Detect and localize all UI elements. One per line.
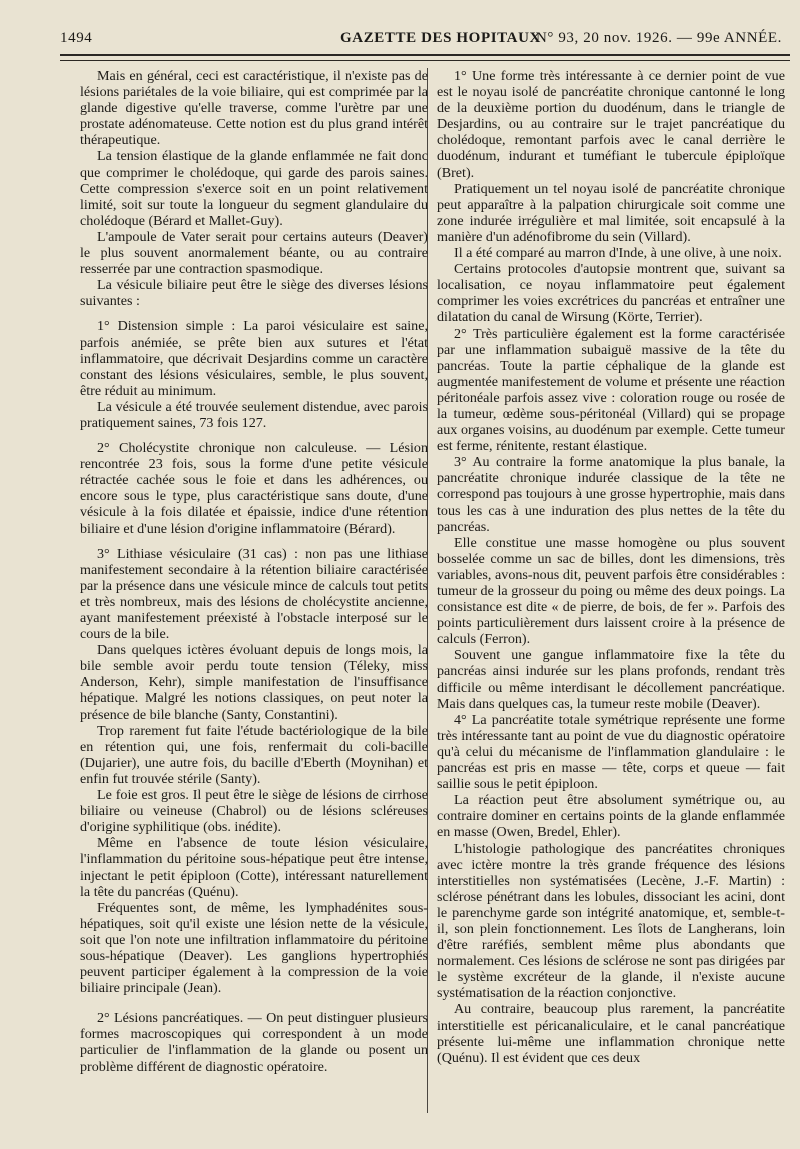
paragraph: Elle constitue une masse homogène ou plus souvent bosselée comme un sac de billes, dont les dimensions, très variables, avons-nous dit, peuvent parfois être considérables : tumeur de la grosseur du poing ou même des deux poings. La consistance est dite « de pierre, de bois, de fer ». Parfois des points particulièrement durs laissent croire à la présence de calculs (Ferron). — [437, 534, 785, 648]
journal-title: GAZETTE DES HOPITAUX — [340, 30, 541, 46]
paragraph: La réaction peut être absolument symétrique ou, au contraire dominer en certains points de la glande enflammée en masse (Owen, Bredel, Ehler). — [437, 792, 785, 841]
paragraph: Souvent une gangue inflammatoire fixe la tête du pancréas ainsi indurée sur les plans profonds, rendant très difficile ou même interdisant le décollement pancréatique. Mais dans quelques cas, la tumeur reste mobile (Deaver). — [437, 647, 785, 712]
paragraph: La tension élastique de la glande enflammée ne fait donc que comprimer le cholédoque, qui garde des parois saines. Cette compression s'exerce soit en un point relativement limité, soit sur toute la longueur du segment glandulaire du cholédoque (Bérard et Mallet-Guy). — [80, 148, 428, 229]
paragraph: La vésicule biliaire peut être le siège des diverses lésions suivantes : — [80, 277, 428, 310]
paragraph: L'histologie pathologique des pancréatites chroniques avec ictère montre la très grande fréquence des lésions interstitielles non systématisées (Lecène, J.-F. Martin) : sclérose pénétrant dans les lobules, dissociant les acini, dont le parenchyme garde son intégrité anatomique, et, semble-t-il, son plein fonctionnement. Les îlots de Langherans, loin d'être raréfiés, semblent même plus abondants que normalement. Ces lésions de sclérose ne sont pas dirigées par le système excréteur de la glande, il n'existe aucune systématisation de la réaction conjonctive. — [437, 840, 785, 1002]
header-rule-thin — [60, 60, 790, 61]
paragraph: Fréquentes sont, de même, les lymphadénites sous-hépatiques, soit qu'il existe une lésion nette de la vésicule, soit que l'on note une infiltration inflammatoire du péritoine sous-hépatique (Deaver). Les ganglions hypertrophiés peuvent participer également à la compression de la voie biliaire principale (Jean). — [80, 899, 428, 997]
paragraph: Au contraire, beaucoup plus rarement, la pancréatite interstitielle est péricanaliculaire, et le canal pancréatique présente lui-même une inflammation chronique nette (Quénu). Il est évident que ces deux — [437, 1001, 785, 1066]
paragraph: Pratiquement un tel noyau isolé de pancréatite chronique peut apparaître à la palpation chirurgicale soit comme une zone indurée irrégulière et mal limitée, soit encapsulé à la manière d'un adénofibrome du sein (Villard). — [437, 180, 785, 245]
paragraph: Même en l'absence de toute lésion vésiculaire, l'inflammation du péritoine sous-hépatique peut être intense, injectant le petit épiploon (Cotte), intéressant naturellement la tête du pancréas (Quénu). — [80, 835, 428, 900]
paragraph: Le foie est gros. Il peut être le siège de lésions de cirrhose biliaire ou veineuse (Chabrol) ou de lésions scléreuses d'origine syphilitique (obs. inédite). — [80, 787, 428, 836]
paragraph: Il a été comparé au marron d'Inde, à une olive, à une noix. — [454, 245, 782, 262]
paragraph: 4° La pancréatite totale symétrique représente une forme très intéressante tant au point de vue du diagnostic opératoire qu'à celui du mécanisme de l'inflammation glandulaire : le pancréas est pris en masse — tête, corps et queue — fait saillie sous le petit épiploon. — [437, 711, 785, 793]
paragraph: Dans quelques ictères évoluant depuis de longs mois, la bile semble avoir perdu toute tension (Téleky, miss Anderson, Kehr), simple manifestation de l'insuffisance hépatique. Malgré les notions classiques, on peut noter la présence de bile blanche (Santy, Constantini). — [80, 642, 428, 723]
paragraph: La vésicule a été trouvée seulement distendue, avec parois pratiquement saines, 73 fois 127. — [80, 398, 428, 431]
paragraph: L'ampoule de Vater serait pour certains auteurs (Deaver) le plus souvent anormalement béante, ou au contraire resserrée par une contraction spasmodique. — [80, 228, 428, 278]
paragraph: 3° Au contraire la forme anatomique la plus banale, la pancréatite chronique indurée classique de la tête ne correspond pas toujours à une grosse hypertrophie, mais dans tous les cas à une induration des plus nettes de la tête du pancréas. — [437, 454, 785, 535]
paragraph: Trop rarement fut faite l'étude bactériologique de la bile en rétention qui, une fois, renfermait du coli-bacille (Dujarier), une autre fois, du bacille d'Eberth (Moynihan) et enfin fut trouvée stérile (Santy). — [80, 722, 428, 787]
paragraph: 2° Très particulière également est la forme caractérisée par une inflammation subaiguë massive de la tête du pancréas. Toute la partie céphalique de la glande est augmentée manifestement de volume et présente une réaction péritonéale parfois assez vive : coloration rouge ou rosée de la tumeur, œdème sous-péritonéal (Villard) qui se propage aux organes voisins, au duodénum par exemple. Cette tumeur est ferme, rénitente, restant élastique. — [437, 325, 785, 455]
running-header — [60, 30, 790, 52]
paragraph: 2° Lésions pancréatiques. — On peut distinguer plusieurs formes macroscopiques qui correspondent à un mode particulier de l'inflammation de la glande ou posent un problème différent de diagnostic opératoire. — [80, 1010, 428, 1075]
left-column — [80, 68, 428, 1075]
paragraph: 3° Lithiase vésiculaire (31 cas) : non pas une lithiase manifestement secondaire à la rétention biliaire caractérisée par la présence dans une vésicule mince de calculs tout petits et très nombreux, mais des lésions de cholécystite ancienne, ayant manifestement préexisté à l'obstacle interposé sur le cours de la bile. — [80, 545, 428, 643]
paragraph: 1° Distension simple : La paroi vésiculaire est saine, parfois anémiée, se prête bien aux sutures et l'état inflammatoire, que décrivait Desjardins comme un caractère constant des lésions vésiculaires, semble, le plus souvent, être réduit au minimum. — [80, 318, 428, 399]
header-rule-thick — [60, 54, 790, 56]
right-column — [437, 68, 785, 1066]
issue-info: N° 93, 20 nov. 1926. — 99e ANNÉE. — [535, 30, 782, 46]
paragraph: 1° Une forme très intéressante à ce dernier point de vue est le noyau isolé de pancréatite chronique cantonné le long de la deuxième portion du duodénum, dans le triangle de Desjardins, ou au contraire sur le trajet pancréatique du cholédoque, remontant parfois avec le canal derrière le duodénum, indurant et tuméfiant le tubercule épiploïque (Bret). — [437, 68, 785, 181]
paragraph: 2° Cholécystite chronique non calculeuse. — Lésion rencontrée 23 fois, sous la forme d'une petite vésicule rétractée cachée sous le foie et dans les adhérences, ou encore sous le type, plus caractéristique sans doute, d'une vésicule à la fois dilatée et épaissie, indice d'une rétention biliaire et d'une lésion d'origine inflammatoire (Bérard). — [80, 440, 428, 537]
paragraph: Certains protocoles d'autopsie montrent que, suivant sa localisation, ce noyau inflammatoire peut également comprimer les voies excrétrices du pancréas et entraîner une dilatation du canal de Wirsung (Körte, Terrier). — [437, 261, 785, 326]
page-number: 1494 — [60, 30, 93, 46]
paragraph: Mais en général, ceci est caractéristique, il n'existe pas de lésions pariétales de la voie biliaire, qui est comprimée par la glande digestive qu'elle traverse, comme l'urètre par une prostate adénomateuse. Cette notion est du plus grand intérêt thérapeutique. — [80, 68, 428, 149]
